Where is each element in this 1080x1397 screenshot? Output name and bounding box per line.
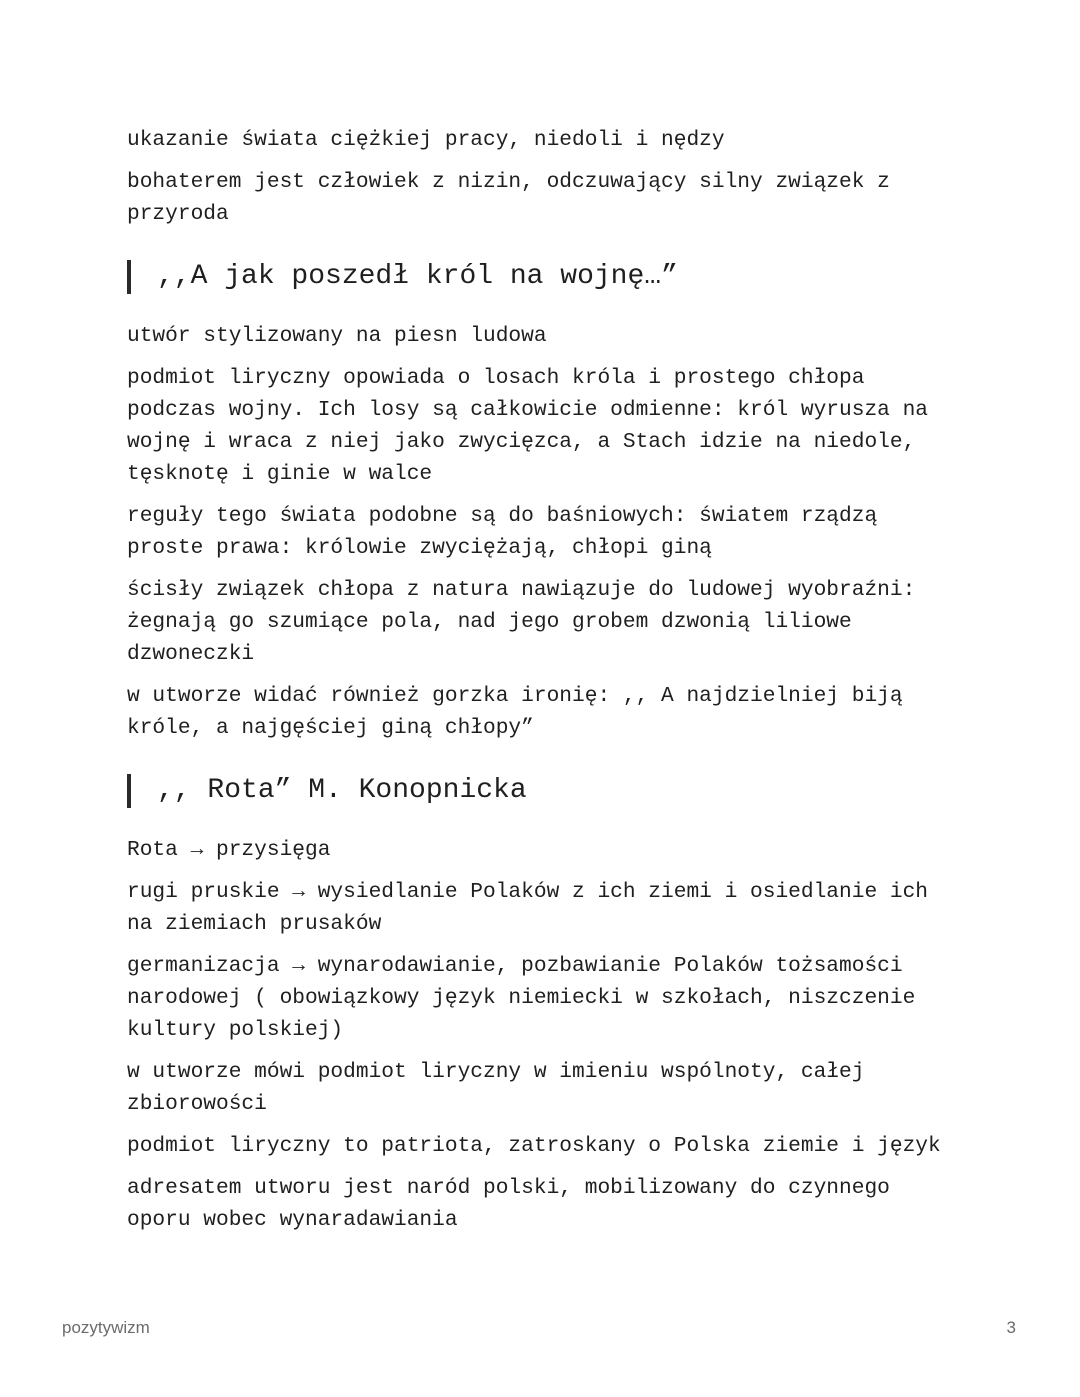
paragraph: podmiot liryczny to patriota, zatroskany o Polska ziemie i język [127,1134,941,1158]
paragraph: w utworze widać również gorzka ironię: ,, A najdzielniej biją króle, a najgęściej giną chłopy” [127,684,903,740]
paragraph: utwór stylizowany na piesn ludowa [127,324,547,348]
heading-bar [127,260,131,294]
section-intro [127,124,957,230]
heading-text: ,,A jak poszedł król na wojnę…” [157,261,678,292]
heading-text: ,, Rota” M. Konopnicka [157,775,527,806]
document-body [127,124,957,1246]
paragraph: podmiot liryczny opowiada o losach króla i prostego chłopa podczas wojny. Ich losy są całkowicie odmienne: król wyrusza na wojnę i wraca z niej jako zwycięzca, a Stach idzie na niedole, tęsknotę i ginie w walce [127,366,929,486]
heading-bar [127,774,131,808]
paragraph: rugi pruskie → wysiedlanie Polaków z ich ziemi i osiedlanie ich na ziemiach prusaków [127,880,929,936]
paragraph: ukazanie świata ciężkiej pracy, niedoli i nędzy [127,128,725,152]
paragraph: Rota → przysięga [127,838,331,862]
page-number: 3 [1006,1318,1016,1337]
paragraph: bohaterem jest człowiek z nizin, odczuwający silny związek z przyroda [127,170,890,226]
paragraph: reguły tego świata podobne są do baśniowych: światem rządzą proste prawa: królowie zwyciężają, chłopi giną [127,504,878,560]
paragraph: germanizacja → wynarodawianie, pozbawianie Polaków tożsamości narodowej ( obowiązkowy język niemiecki w szkołach, niszczenie kultury polskiej) [127,954,916,1042]
section-rota [127,772,957,1236]
paragraph: w utworze mówi podmiot liryczny w imieniu wspólnoty, całej zbiorowości [127,1060,865,1116]
paragraph: adresatem utworu jest naród polski, mobilizowany do czynnego oporu wobec wynaradawiania [127,1176,890,1232]
section-heading [127,772,957,810]
paragraph: ścisły związek chłopa z natura nawiązuje do ludowej wyobraźni: żegnają go szumiące pola, nad jego grobem dzwonią liliowe dzwoneczki [127,578,916,666]
section-heading [127,258,957,296]
section-krol-na-wojne [127,258,957,744]
footer-section-label: pozytywizm [62,1318,150,1337]
